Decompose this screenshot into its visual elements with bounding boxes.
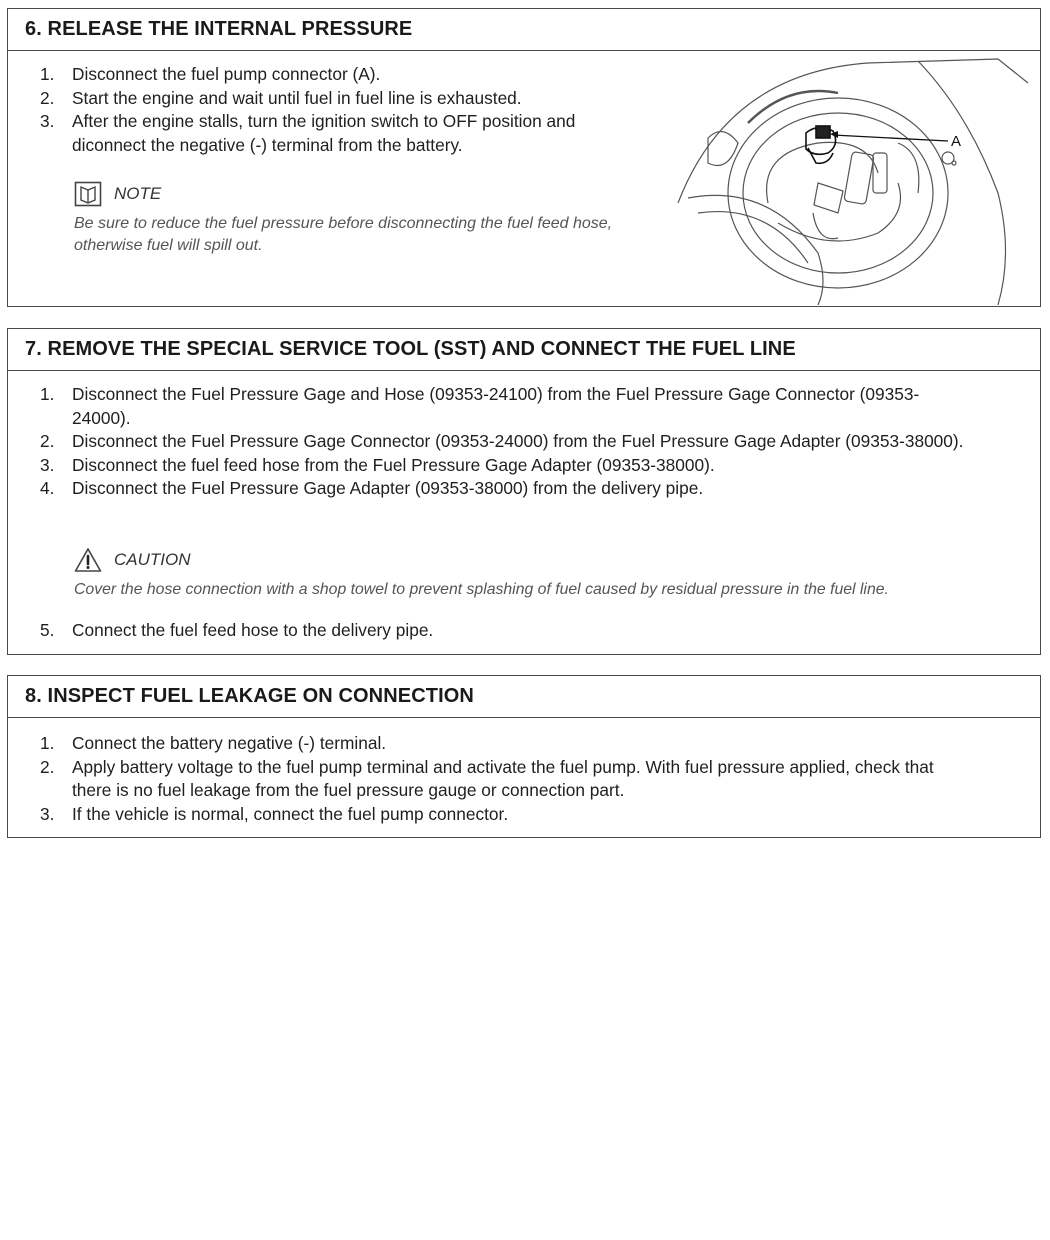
step-text: Disconnect the Fuel Pressure Gage Adapter (09353-38000) from the delivery pipe. [72, 478, 704, 499]
section-title: 8. INSPECT FUEL LEAKAGE ON CONNECTION [8, 676, 1040, 718]
section-release-internal-pressure [7, 8, 1041, 307]
note-label: NOTE [114, 184, 162, 203]
step-text: Apply battery voltage to the fuel pump terminal and activate the fuel pump. With fuel pressure applied, check that there is no fuel leakage from the fuel pressure gauge or connection part. [72, 756, 934, 801]
step-text: Disconnect the fuel feed hose from the Fuel Pressure Gage Adapter (09353-38000). [72, 454, 715, 475]
step-text: Disconnect the Fuel Pressure Gage Connector (09353-24000) from the Fuel Pressure Gage Adapter (09353-38000). [72, 431, 964, 452]
caution-block [74, 547, 1024, 601]
list-item [8, 87, 648, 111]
list-item [8, 430, 968, 454]
book-icon [74, 181, 102, 207]
step-text: Disconnect the Fuel Pressure Gage and Hose (09353-24100) from the Fuel Pressure Gage Connector (09353-24000). [72, 384, 920, 428]
caution-label: CAUTION [114, 550, 191, 569]
step-number: 3. [40, 803, 55, 824]
fuel-pump-connector-illustration [668, 53, 1038, 305]
list-item [8, 454, 968, 478]
step-text: Disconnect the fuel pump connector (A). [72, 64, 381, 84]
step-list [8, 383, 968, 501]
note-block [74, 181, 634, 257]
list-item [8, 63, 648, 87]
step-text: Connect the battery negative (-) terminal. [72, 733, 387, 753]
note-text: Be sure to reduce the fuel pressure before disconnecting the fuel feed hose, otherwise fuel will spill out. [74, 215, 613, 254]
list-item [8, 110, 622, 157]
list-item [8, 803, 968, 827]
step-number: 2. [40, 87, 55, 108]
step-text: Connect the fuel feed hose to the delivery pipe. [72, 620, 434, 640]
list-item [8, 756, 968, 803]
step-number: 2. [40, 431, 55, 452]
caution-text: Cover the hose connection with a shop towel to prevent splashing of fuel caused by residual pressure in the fuel line. [74, 581, 889, 598]
caution-header [74, 547, 1024, 573]
callout-label: A [951, 133, 962, 150]
list-item [8, 477, 968, 501]
section-title: 6. RELEASE THE INTERNAL PRESSURE [8, 9, 1040, 51]
step-number: 3. [40, 454, 55, 475]
list-item [8, 619, 968, 643]
step-list [8, 732, 968, 826]
step-text: If the vehicle is normal, connect the fuel pump connector. [72, 803, 509, 824]
step-number: 1. [40, 733, 55, 753]
section-title: 7. REMOVE THE SPECIAL SERVICE TOOL (SST) AND CONNECT THE FUEL LINE [8, 329, 1040, 371]
step-number: 1. [40, 384, 55, 404]
note-header [74, 181, 634, 207]
step-number: 1. [40, 64, 55, 84]
step-list-after [8, 619, 968, 643]
step-text: After the engine stalls, turn the ignition switch to OFF position and diconnect the negative (-) terminal from the battery. [72, 111, 576, 155]
section-remove-sst [7, 328, 1041, 655]
section-inspect-fuel-leakage [7, 675, 1041, 838]
warning-triangle-icon [74, 547, 102, 573]
list-item [8, 383, 968, 430]
step-number: 4. [40, 478, 55, 499]
list-item [8, 732, 968, 756]
step-number: 5. [40, 620, 55, 640]
step-number: 3. [40, 111, 55, 132]
step-number: 2. [40, 756, 55, 777]
step-list [8, 63, 648, 157]
step-text: Start the engine and wait until fuel in fuel line is exhausted. [72, 87, 522, 108]
